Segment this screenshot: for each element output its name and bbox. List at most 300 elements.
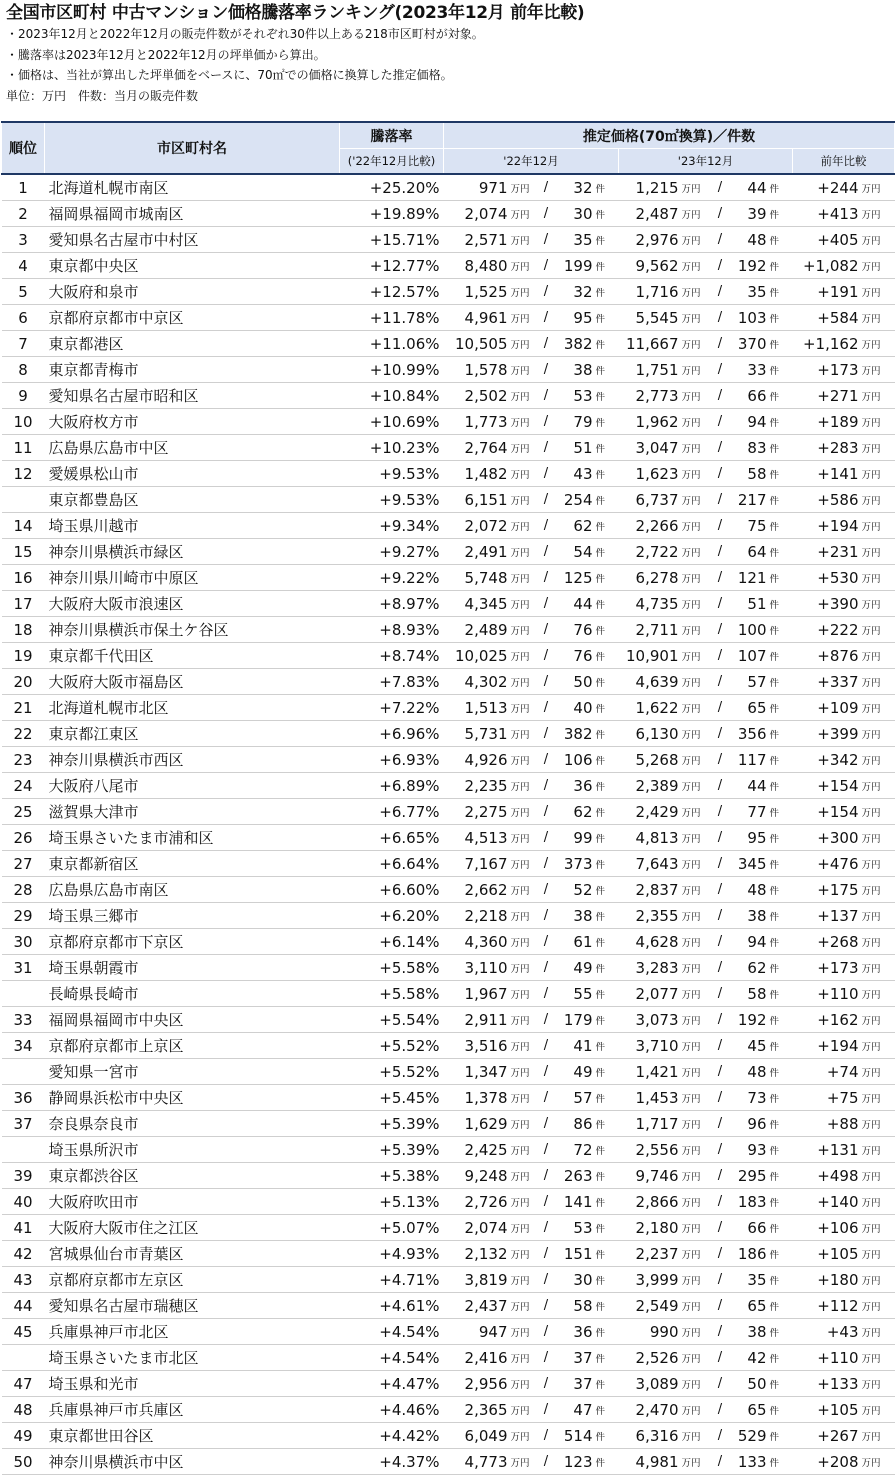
- unit-label: 万円: [679, 903, 714, 929]
- price-cell: 3,073: [619, 1007, 679, 1033]
- price-diff-cell: +413: [793, 201, 859, 227]
- count-cell: 35: [727, 279, 767, 305]
- count-cell: 61: [553, 929, 593, 955]
- count-cell: 295: [727, 1163, 767, 1189]
- rank-cell: 17: [2, 591, 45, 617]
- price-cell: 1,962: [619, 409, 679, 435]
- count-cell: 35: [553, 227, 593, 253]
- separator-slash: /: [714, 1111, 727, 1137]
- table-row: [2, 1085, 895, 1111]
- separator-slash: /: [540, 1189, 553, 1215]
- separator-slash: /: [540, 1111, 553, 1137]
- unit-label: 件: [767, 1033, 793, 1059]
- price-diff-cell: +222: [793, 617, 859, 643]
- price-cell: 6,316: [619, 1423, 679, 1449]
- price-cell: 3,283: [619, 955, 679, 981]
- unit-label: 万円: [859, 1449, 895, 1475]
- separator-slash: /: [714, 539, 727, 565]
- price-diff-cell: +110: [793, 1345, 859, 1371]
- city-name-cell: 大阪府吹田市: [45, 1189, 340, 1215]
- city-name-cell: 大阪府大阪市住之江区: [45, 1215, 340, 1241]
- price-diff-cell: +876: [793, 643, 859, 669]
- unit-label: 件: [593, 695, 619, 721]
- unit-label: 万円: [508, 201, 540, 227]
- price-cell: 2,077: [619, 981, 679, 1007]
- count-cell: 40: [553, 695, 593, 721]
- count-cell: 76: [553, 617, 593, 643]
- unit-label: 件: [593, 1085, 619, 1111]
- city-name-cell: 埼玉県和光市: [45, 1371, 340, 1397]
- unit-label: 件: [593, 279, 619, 305]
- unit-label: 万円: [508, 929, 540, 955]
- unit-label: 万円: [859, 487, 895, 513]
- unit-label: 万円: [679, 1241, 714, 1267]
- unit-label: 件: [593, 955, 619, 981]
- rank-cell: 41: [2, 1215, 45, 1241]
- price-cell: 2,976: [619, 227, 679, 253]
- count-cell: 345: [727, 851, 767, 877]
- unit-label: 万円: [859, 1345, 895, 1371]
- count-cell: 76: [553, 643, 593, 669]
- unit-label: 件: [593, 1397, 619, 1423]
- unit-label: 万円: [679, 1449, 714, 1475]
- change-rate-cell: +4.71%: [340, 1267, 444, 1293]
- unit-label: 件: [767, 1059, 793, 1085]
- price-diff-cell: +231: [793, 539, 859, 565]
- unit-label: 万円: [508, 669, 540, 695]
- unit-label: 万円: [508, 279, 540, 305]
- count-cell: 217: [727, 487, 767, 513]
- count-cell: 38: [727, 903, 767, 929]
- unit-label: 万円: [859, 903, 895, 929]
- price-cell: 2,416: [444, 1345, 508, 1371]
- change-rate-cell: +6.93%: [340, 747, 444, 773]
- separator-slash: /: [714, 695, 727, 721]
- table-row: [2, 617, 895, 643]
- separator-slash: /: [540, 1241, 553, 1267]
- change-rate-cell: +25.20%: [340, 174, 444, 201]
- price-cell: 4,639: [619, 669, 679, 695]
- count-cell: 151: [553, 1241, 593, 1267]
- rank-cell: 20: [2, 669, 45, 695]
- separator-slash: /: [714, 1345, 727, 1371]
- price-diff-cell: +133: [793, 1371, 859, 1397]
- count-cell: 192: [727, 253, 767, 279]
- change-rate-cell: +11.78%: [340, 305, 444, 331]
- price-diff-cell: +208: [793, 1449, 859, 1475]
- table-row: [2, 1397, 895, 1423]
- count-cell: 42: [727, 1345, 767, 1371]
- unit-label: 万円: [859, 877, 895, 903]
- change-rate-cell: +9.53%: [340, 487, 444, 513]
- unit-label: 万円: [508, 617, 540, 643]
- count-cell: 54: [553, 539, 593, 565]
- unit-label: 万円: [679, 409, 714, 435]
- ranking-table: [1, 121, 895, 1475]
- city-name-cell: 埼玉県所沢市: [45, 1137, 340, 1163]
- change-rate-cell: +9.27%: [340, 539, 444, 565]
- unit-label: 万円: [508, 435, 540, 461]
- count-cell: 57: [553, 1085, 593, 1111]
- unit-label: 万円: [508, 695, 540, 721]
- price-cell: 9,562: [619, 253, 679, 279]
- price-cell: 1,525: [444, 279, 508, 305]
- unit-label: 件: [593, 487, 619, 513]
- price-diff-cell: +180: [793, 1267, 859, 1293]
- separator-slash: /: [714, 513, 727, 539]
- separator-slash: /: [540, 409, 553, 435]
- city-name-cell: 北海道札幌市北区: [45, 695, 340, 721]
- price-diff-cell: +154: [793, 773, 859, 799]
- price-diff-cell: +530: [793, 565, 859, 591]
- separator-slash: /: [540, 1059, 553, 1085]
- count-cell: 66: [727, 383, 767, 409]
- table-row: [2, 539, 895, 565]
- city-name-cell: 大阪府枚方市: [45, 409, 340, 435]
- rank-cell: 37: [2, 1111, 45, 1137]
- city-name-cell: 埼玉県三郷市: [45, 903, 340, 929]
- price-cell: 2,218: [444, 903, 508, 929]
- price-cell: 3,999: [619, 1267, 679, 1293]
- page-title: 全国市区町村 中古マンション価格騰落率ランキング(2023年12月 前年比較): [6, 3, 585, 23]
- rank-cell: 21: [2, 695, 45, 721]
- unit-label: 万円: [859, 565, 895, 591]
- unit-label: 万円: [679, 1007, 714, 1033]
- separator-slash: /: [714, 1163, 727, 1189]
- price-diff-cell: +105: [793, 1241, 859, 1267]
- price-cell: 2,764: [444, 435, 508, 461]
- change-rate-cell: +5.13%: [340, 1189, 444, 1215]
- unit-note: 単位：万円 件数：当月の販売件数: [6, 88, 199, 103]
- unit-label: 件: [593, 1059, 619, 1085]
- rank-cell: 11: [2, 435, 45, 461]
- price-cell: 2,072: [444, 513, 508, 539]
- unit-label: 万円: [679, 1215, 714, 1241]
- unit-label: 万円: [508, 513, 540, 539]
- price-cell: 2,502: [444, 383, 508, 409]
- unit-label: 件: [593, 305, 619, 331]
- separator-slash: /: [714, 955, 727, 981]
- unit-label: 万円: [679, 1163, 714, 1189]
- separator-slash: /: [540, 383, 553, 409]
- city-name-cell: 広島県広島市南区: [45, 877, 340, 903]
- count-cell: 48: [727, 1059, 767, 1085]
- price-cell: 4,981: [619, 1449, 679, 1475]
- count-cell: 133: [727, 1449, 767, 1475]
- table-row: [2, 383, 895, 409]
- unit-label: 件: [767, 539, 793, 565]
- price-cell: 2,237: [619, 1241, 679, 1267]
- unit-label: 万円: [859, 461, 895, 487]
- unit-label: 万円: [859, 643, 895, 669]
- unit-label: 万円: [859, 1189, 895, 1215]
- count-cell: 95: [727, 825, 767, 851]
- separator-slash: /: [540, 825, 553, 851]
- count-cell: 382: [553, 721, 593, 747]
- rank-cell: 34: [2, 1033, 45, 1059]
- change-rate-cell: +10.99%: [340, 357, 444, 383]
- change-rate-cell: +12.77%: [340, 253, 444, 279]
- rank-cell: 43: [2, 1267, 45, 1293]
- unit-label: 万円: [859, 357, 895, 383]
- table-row: [2, 903, 895, 929]
- unit-label: 万円: [859, 409, 895, 435]
- city-name-cell: 兵庫県神戸市兵庫区: [45, 1397, 340, 1423]
- price-cell: 5,731: [444, 721, 508, 747]
- unit-label: 件: [767, 1293, 793, 1319]
- price-diff-cell: +88: [793, 1111, 859, 1137]
- unit-label: 万円: [859, 1007, 895, 1033]
- table-row: [2, 487, 895, 513]
- dec23-header: '23年12月: [619, 149, 793, 175]
- count-cell: 99: [553, 825, 593, 851]
- city-name-cell: 神奈川県横浜市西区: [45, 747, 340, 773]
- unit-label: 万円: [679, 383, 714, 409]
- unit-label: 件: [767, 929, 793, 955]
- price-diff-cell: +476: [793, 851, 859, 877]
- price-cell: 5,545: [619, 305, 679, 331]
- city-name-cell: 埼玉県朝霞市: [45, 955, 340, 981]
- separator-slash: /: [714, 1371, 727, 1397]
- unit-label: 万円: [679, 1267, 714, 1293]
- count-cell: 141: [553, 1189, 593, 1215]
- rank-cell: 50: [2, 1449, 45, 1475]
- change-rate-cell: +6.89%: [340, 773, 444, 799]
- change-rate-cell: +7.83%: [340, 669, 444, 695]
- rank-cell: 26: [2, 825, 45, 851]
- price-diff-cell: +399: [793, 721, 859, 747]
- price-diff-cell: +1,162: [793, 331, 859, 357]
- change-rate-cell: +4.93%: [340, 1241, 444, 1267]
- count-cell: 529: [727, 1423, 767, 1449]
- price-diff-cell: +74: [793, 1059, 859, 1085]
- separator-slash: /: [714, 227, 727, 253]
- price-cell: 2,275: [444, 799, 508, 825]
- price-diff-cell: +131: [793, 1137, 859, 1163]
- separator-slash: /: [714, 1397, 727, 1423]
- change-rate-cell: +19.89%: [340, 201, 444, 227]
- price-cell: 10,505: [444, 331, 508, 357]
- count-cell: 93: [727, 1137, 767, 1163]
- change-rate-cell: +5.39%: [340, 1111, 444, 1137]
- price-cell: 1,482: [444, 461, 508, 487]
- separator-slash: /: [540, 305, 553, 331]
- count-cell: 62: [727, 955, 767, 981]
- price-cell: 6,737: [619, 487, 679, 513]
- separator-slash: /: [714, 1267, 727, 1293]
- unit-label: 万円: [859, 851, 895, 877]
- rank-cell: 14: [2, 513, 45, 539]
- count-cell: 79: [553, 409, 593, 435]
- city-name-cell: 東京都世田谷区: [45, 1423, 340, 1449]
- city-name-cell: 京都府京都市左京区: [45, 1267, 340, 1293]
- unit-label: 万円: [508, 1397, 540, 1423]
- separator-slash: /: [714, 565, 727, 591]
- price-cell: 2,074: [444, 1215, 508, 1241]
- count-cell: 48: [727, 227, 767, 253]
- price-cell: 3,110: [444, 955, 508, 981]
- unit-label: 万円: [508, 903, 540, 929]
- count-cell: 75: [727, 513, 767, 539]
- unit-label: 件: [767, 565, 793, 591]
- city-name-cell: 埼玉県さいたま市浦和区: [45, 825, 340, 851]
- count-cell: 121: [727, 565, 767, 591]
- unit-label: 件: [767, 1163, 793, 1189]
- price-cell: 2,235: [444, 773, 508, 799]
- count-cell: 263: [553, 1163, 593, 1189]
- rank-cell: 27: [2, 851, 45, 877]
- unit-label: 万円: [508, 1423, 540, 1449]
- unit-label: 万円: [508, 409, 540, 435]
- count-cell: 48: [727, 877, 767, 903]
- rank-cell: 19: [2, 643, 45, 669]
- unit-label: 万円: [508, 981, 540, 1007]
- separator-slash: /: [540, 1085, 553, 1111]
- unit-label: 万円: [859, 955, 895, 981]
- table-row: [2, 825, 895, 851]
- change-rate-cell: +8.93%: [340, 617, 444, 643]
- unit-label: 万円: [679, 565, 714, 591]
- unit-label: 万円: [679, 669, 714, 695]
- unit-label: 件: [767, 227, 793, 253]
- unit-label: 件: [593, 591, 619, 617]
- price-cell: 2,662: [444, 877, 508, 903]
- change-rate-cell: +5.39%: [340, 1137, 444, 1163]
- ranking-body: [2, 174, 895, 1475]
- unit-label: 件: [593, 174, 619, 201]
- separator-slash: /: [540, 955, 553, 981]
- unit-label: 万円: [859, 1059, 895, 1085]
- unit-label: 万円: [859, 435, 895, 461]
- count-cell: 30: [553, 201, 593, 227]
- city-name-cell: 東京都千代田区: [45, 643, 340, 669]
- unit-label: 万円: [679, 773, 714, 799]
- price-cell: 2,726: [444, 1189, 508, 1215]
- price-diff-cell: +137: [793, 903, 859, 929]
- unit-label: 万円: [508, 1189, 540, 1215]
- table-row: [2, 1111, 895, 1137]
- change-rate-cell: +10.84%: [340, 383, 444, 409]
- rate-subheader: ('22年12月比較): [340, 149, 444, 175]
- table-row: [2, 357, 895, 383]
- table-row: [2, 1137, 895, 1163]
- price-cell: 2,722: [619, 539, 679, 565]
- count-cell: 370: [727, 331, 767, 357]
- price-cell: 2,365: [444, 1397, 508, 1423]
- city-name-cell: 神奈川県横浜市保土ケ谷区: [45, 617, 340, 643]
- price-cell: 2,429: [619, 799, 679, 825]
- unit-label: 件: [593, 1319, 619, 1345]
- count-cell: 52: [553, 877, 593, 903]
- table-row: [2, 174, 895, 201]
- table-row: [2, 461, 895, 487]
- price-cell: 1,717: [619, 1111, 679, 1137]
- price-cell: 2,491: [444, 539, 508, 565]
- separator-slash: /: [540, 929, 553, 955]
- price-diff-cell: +175: [793, 877, 859, 903]
- unit-label: 件: [767, 409, 793, 435]
- separator-slash: /: [714, 1059, 727, 1085]
- price-diff-cell: +194: [793, 1033, 859, 1059]
- unit-label: 万円: [859, 253, 895, 279]
- change-rate-cell: +5.58%: [340, 955, 444, 981]
- separator-slash: /: [540, 669, 553, 695]
- separator-slash: /: [714, 929, 727, 955]
- rank-cell: 7: [2, 331, 45, 357]
- count-cell: 44: [727, 773, 767, 799]
- price-cell: 9,746: [619, 1163, 679, 1189]
- count-cell: 199: [553, 253, 593, 279]
- unit-label: 万円: [859, 1371, 895, 1397]
- separator-slash: /: [540, 643, 553, 669]
- price-diff-cell: +268: [793, 929, 859, 955]
- rate-header: 騰落率: [340, 122, 444, 149]
- change-rate-cell: +6.20%: [340, 903, 444, 929]
- unit-label: 万円: [508, 383, 540, 409]
- price-cell: 4,735: [619, 591, 679, 617]
- count-cell: 254: [553, 487, 593, 513]
- price-cell: 3,710: [619, 1033, 679, 1059]
- city-name-cell: 東京都江東区: [45, 721, 340, 747]
- price-cell: 990: [619, 1319, 679, 1345]
- note-line: ・2023年12月と2022年12月の販売件数がそれぞれ30件以上ある218市区町村が対象。: [6, 27, 484, 41]
- unit-label: 万円: [859, 1241, 895, 1267]
- table-row: [2, 981, 895, 1007]
- price-cell: 4,360: [444, 929, 508, 955]
- unit-label: 万円: [859, 799, 895, 825]
- unit-label: 万円: [859, 591, 895, 617]
- change-rate-cell: +5.52%: [340, 1033, 444, 1059]
- city-name-cell: 愛媛県松山市: [45, 461, 340, 487]
- price-cell: 1,629: [444, 1111, 508, 1137]
- separator-slash: /: [540, 1423, 553, 1449]
- count-cell: 95: [553, 305, 593, 331]
- table-row: [2, 227, 895, 253]
- unit-label: 件: [593, 409, 619, 435]
- unit-label: 件: [767, 174, 793, 201]
- count-cell: 96: [727, 1111, 767, 1137]
- unit-label: 件: [767, 851, 793, 877]
- city-name-cell: 愛知県名古屋市瑞穂区: [45, 1293, 340, 1319]
- unit-label: 万円: [679, 799, 714, 825]
- price-cell: 1,513: [444, 695, 508, 721]
- unit-label: 万円: [679, 721, 714, 747]
- change-rate-cell: +10.69%: [340, 409, 444, 435]
- price-cell: 10,901: [619, 643, 679, 669]
- separator-slash: /: [714, 643, 727, 669]
- price-diff-cell: +112: [793, 1293, 859, 1319]
- unit-label: 万円: [679, 174, 714, 201]
- table-row: [2, 1033, 895, 1059]
- note-line: ・価格は、当社が算出した坪単価をベースに、70㎡での価格に換算した推定価格。: [6, 68, 453, 82]
- separator-slash: /: [540, 227, 553, 253]
- count-cell: 49: [553, 1059, 593, 1085]
- table-row: [2, 877, 895, 903]
- unit-label: 万円: [679, 487, 714, 513]
- unit-label: 件: [767, 903, 793, 929]
- unit-label: 万円: [859, 1215, 895, 1241]
- unit-label: 万円: [859, 383, 895, 409]
- table-row: [2, 1163, 895, 1189]
- rank-cell: 48: [2, 1397, 45, 1423]
- separator-slash: /: [714, 331, 727, 357]
- change-rate-cell: +4.37%: [340, 1449, 444, 1475]
- count-cell: 38: [553, 357, 593, 383]
- price-cell: 2,711: [619, 617, 679, 643]
- price-cell: 2,526: [619, 1345, 679, 1371]
- unit-label: 万円: [508, 877, 540, 903]
- unit-label: 件: [593, 1267, 619, 1293]
